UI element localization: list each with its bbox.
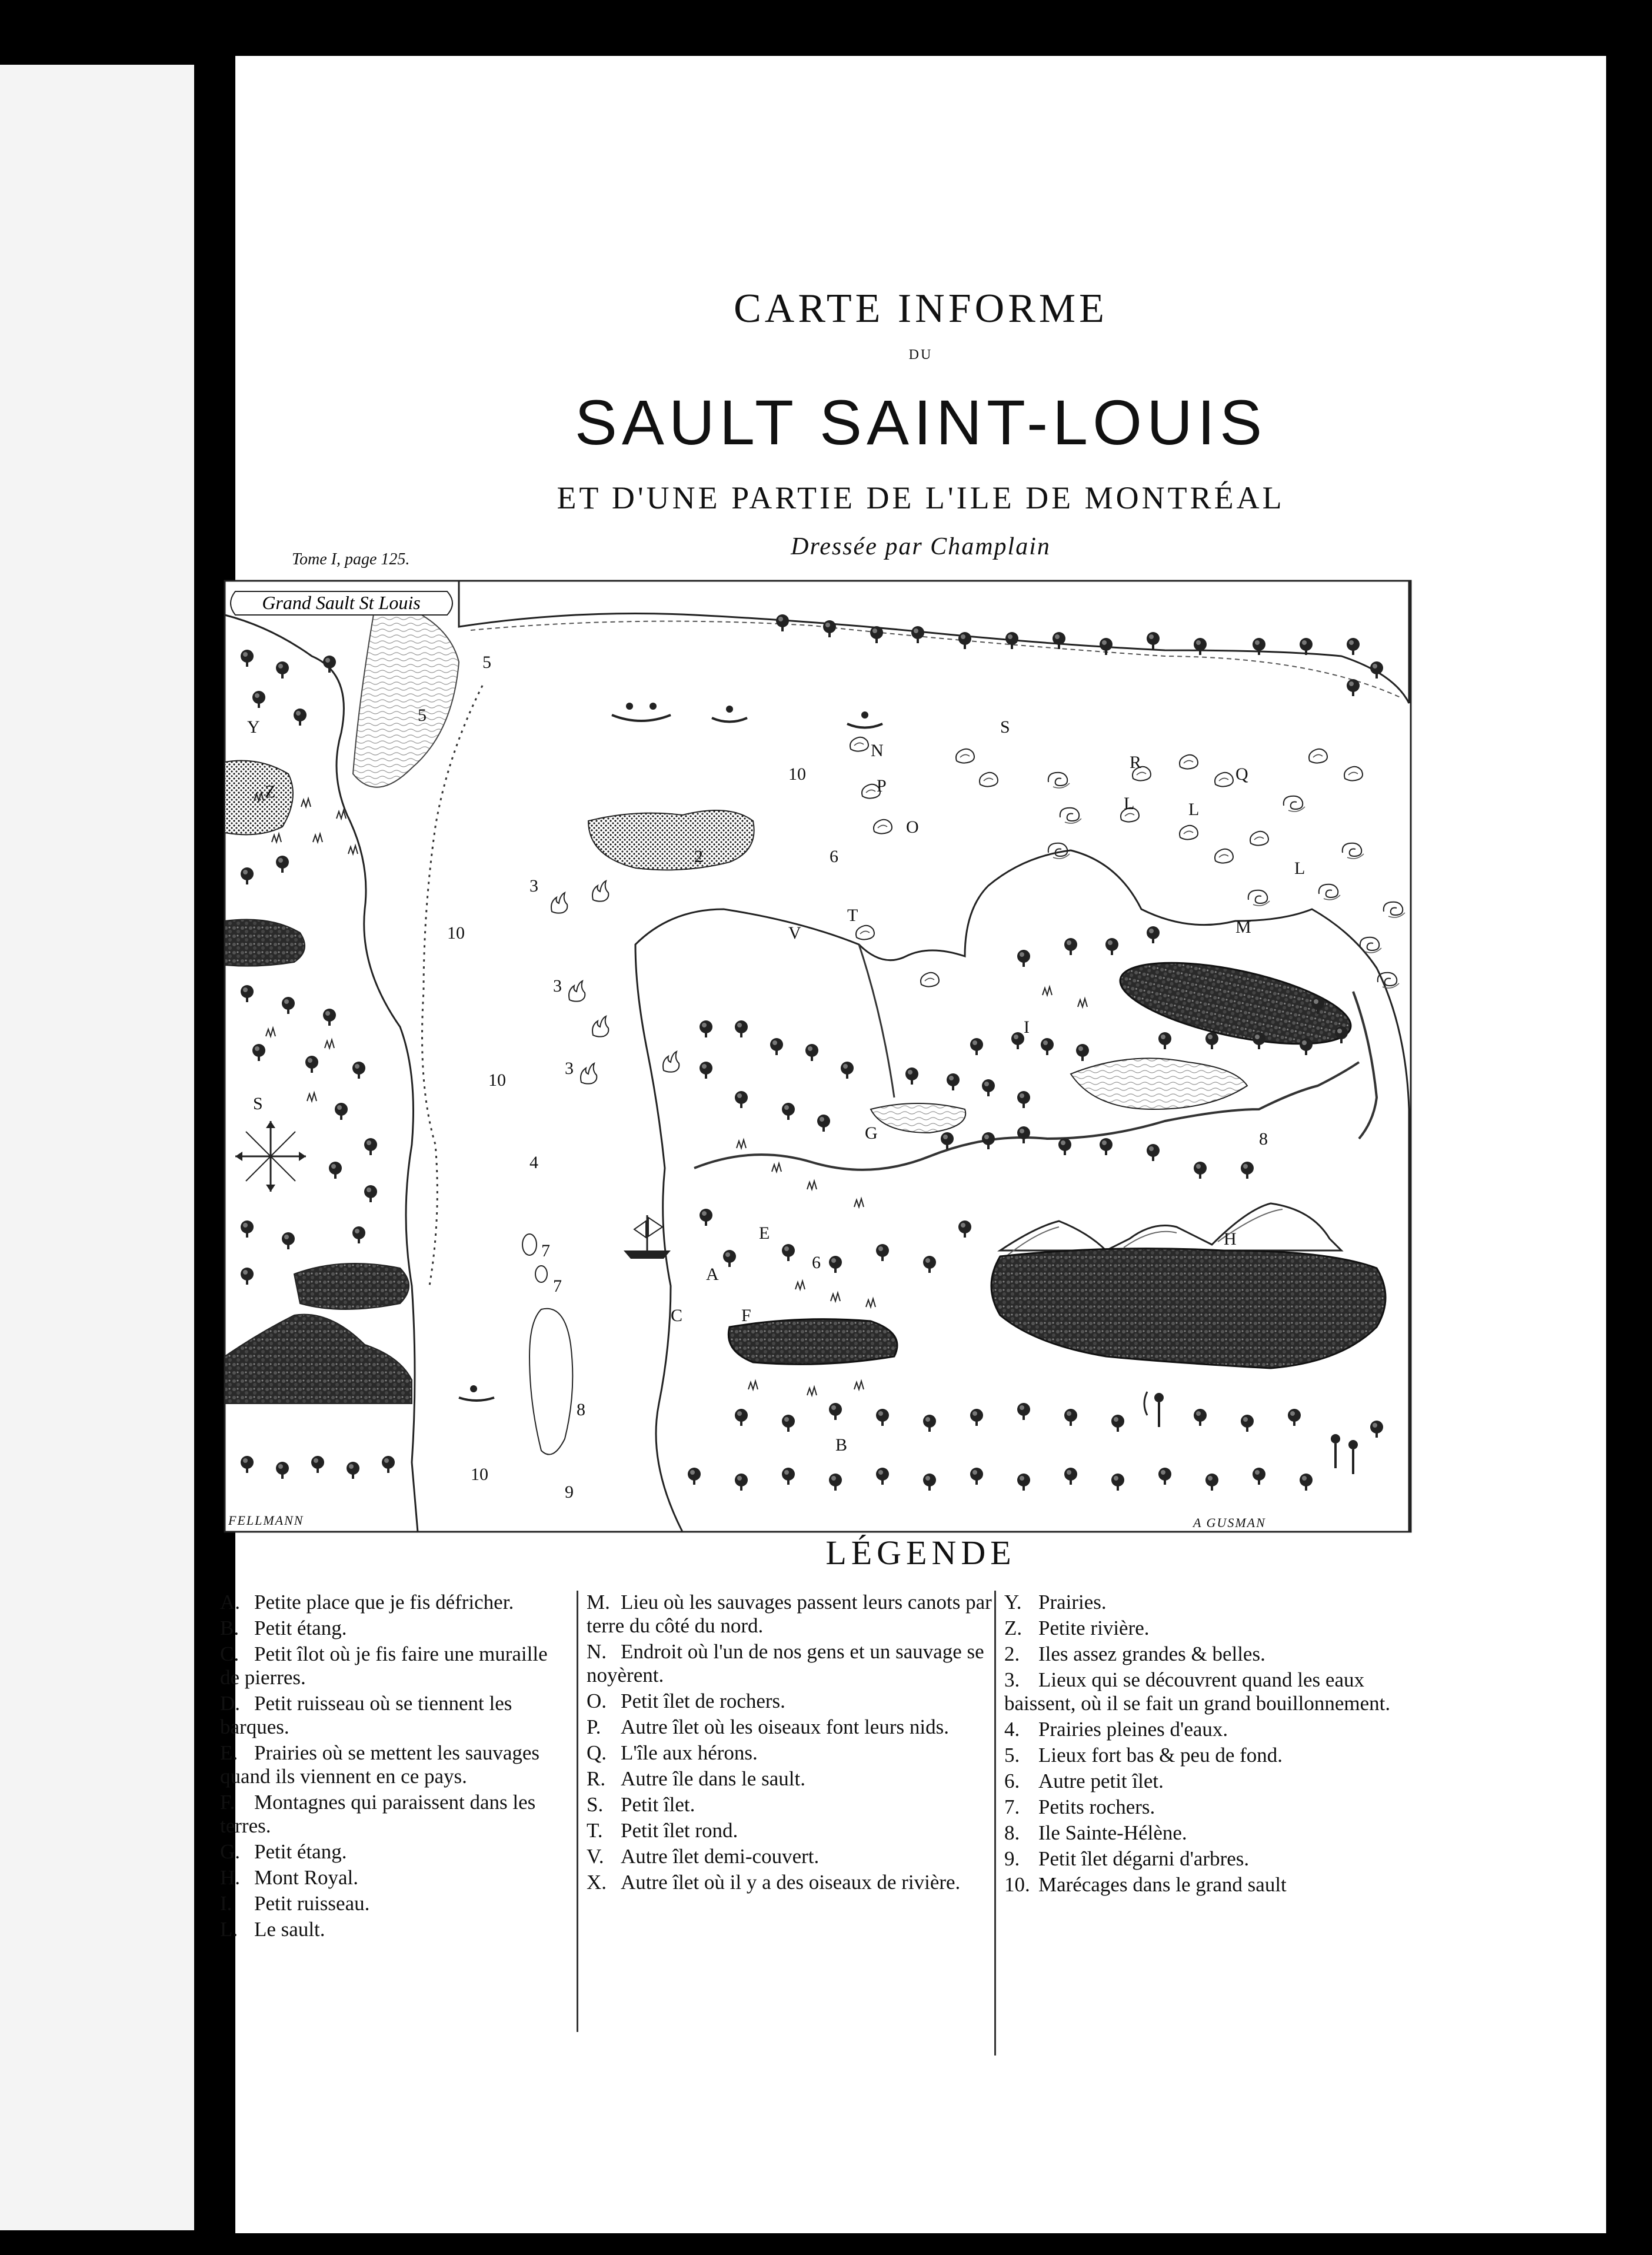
svg-text:N: N	[871, 741, 884, 760]
svg-text:9: 9	[565, 1482, 574, 1502]
adjacent-page-edge	[0, 65, 194, 2230]
legend-item	[220, 1642, 549, 1689]
legend-key: 8.	[1004, 1821, 1020, 1844]
svg-text:6: 6	[812, 1253, 821, 1272]
legend-text: Le sault.	[254, 1918, 325, 1941]
legend-text: Petit ruisseau où se tiennent les barques.	[220, 1692, 512, 1738]
svg-text:B: B	[835, 1435, 848, 1455]
svg-text:5: 5	[418, 706, 427, 725]
svg-text:Z: Z	[265, 782, 276, 801]
forest-f	[728, 1319, 897, 1365]
legend-item	[587, 1819, 998, 1842]
legend-key: A.	[220, 1591, 241, 1614]
legend-item	[587, 1767, 998, 1791]
svg-text:6: 6	[830, 847, 838, 866]
book-page	[220, 56, 1606, 2233]
page-reference: Tome I, page 125.	[292, 550, 410, 568]
legend-text: Prairies pleines d'eaux.	[1038, 1718, 1228, 1741]
svg-text:F: F	[741, 1306, 751, 1325]
legend-key: 10.	[1004, 1873, 1030, 1896]
legend-item	[220, 1741, 549, 1788]
legend-key: R.	[587, 1767, 606, 1790]
legend-key: Y.	[1004, 1591, 1022, 1614]
main-title: SAULT SAINT-LOUIS	[574, 387, 1267, 458]
legend-column-2	[577, 1591, 998, 2032]
legend-key: G.	[220, 1840, 241, 1863]
legend-text: Autre île dans le sault.	[621, 1767, 805, 1790]
svg-text:P: P	[877, 776, 887, 796]
legend-text: Autre petit îlet.	[1038, 1770, 1164, 1792]
legend-text: Petit îlet rond.	[621, 1819, 738, 1842]
legend-item	[587, 1871, 998, 1894]
legend-key: F.	[220, 1791, 235, 1814]
legend-text: Iles assez grandes & belles.	[1038, 1642, 1265, 1665]
legend-text: Prairies.	[1038, 1591, 1107, 1614]
legend-text: Marécages dans le grand sault	[1038, 1873, 1287, 1896]
legend-item	[1004, 1642, 1416, 1666]
legend-item	[1004, 1668, 1416, 1715]
svg-text:L: L	[1188, 800, 1200, 819]
legend-item	[220, 1892, 549, 1915]
legend-text: Petite rivière.	[1038, 1617, 1150, 1639]
legend-item	[587, 1741, 998, 1765]
legend-text: Autre îlet demi-couvert.	[621, 1845, 820, 1868]
legend-key: E.	[220, 1741, 238, 1764]
legend-item	[220, 1692, 549, 1739]
subtitle: ET D'UNE PARTIE DE L'ILE DE MONTRÉAL	[557, 480, 1285, 515]
svg-text:10: 10	[788, 764, 806, 784]
legend-key: 3.	[1004, 1668, 1020, 1691]
svg-text:Q: Q	[1235, 764, 1248, 784]
legend-key: L.	[220, 1918, 238, 1941]
legend-item	[1004, 1770, 1416, 1793]
legend-item	[1004, 1873, 1416, 1897]
legend-text: Petit étang.	[254, 1617, 347, 1639]
legend-text: Petit étang.	[254, 1840, 347, 1863]
legend-key: P.	[587, 1715, 601, 1738]
legend-item	[220, 1866, 549, 1890]
svg-text:4: 4	[529, 1153, 538, 1172]
svg-text:3: 3	[529, 876, 538, 896]
svg-text:5: 5	[482, 653, 491, 672]
svg-text:A: A	[706, 1265, 719, 1284]
legend-text: Petit îlet de rochers.	[621, 1689, 785, 1712]
svg-text:H: H	[1224, 1229, 1237, 1249]
svg-text:V: V	[788, 923, 801, 943]
svg-text:E: E	[759, 1223, 770, 1243]
legend-item	[220, 1617, 549, 1640]
legend-text: Autre îlet où il y a des oiseaux de rivière.	[621, 1871, 961, 1894]
legend-text: Petit ruisseau.	[254, 1892, 370, 1915]
engraver-right: A GUSMAN	[1193, 1515, 1266, 1530]
map-engraving	[224, 580, 1412, 1533]
legend-text: Lieux fort bas & peu de fond.	[1038, 1744, 1283, 1767]
svg-text:L: L	[1124, 794, 1135, 813]
legend-column-1	[220, 1591, 549, 1944]
legend-item	[220, 1791, 549, 1838]
legend-key: 7.	[1004, 1795, 1020, 1818]
legend-column-3	[994, 1591, 1416, 2056]
legend-text: Mont Royal.	[254, 1866, 358, 1889]
legend-text: Petit îlet dégarni d'arbres.	[1038, 1847, 1250, 1870]
title-du: DU	[908, 347, 933, 362]
legend-text: Petite place que je fis défricher.	[254, 1591, 514, 1614]
legend-text: Autre îlet où les oiseaux font leurs nids.	[621, 1715, 949, 1738]
legend-key: I.	[220, 1892, 232, 1915]
svg-text:10: 10	[471, 1465, 488, 1484]
legend-text: Montagnes qui paraissent dans les terres.	[220, 1791, 536, 1837]
svg-text:2: 2	[694, 847, 703, 866]
svg-text:I: I	[1024, 1017, 1030, 1037]
map-credit: Dressée par Champlain	[791, 533, 1051, 560]
svg-text:7: 7	[553, 1276, 562, 1296]
legend-text: L'île aux hérons.	[621, 1741, 758, 1764]
map-banner	[231, 591, 452, 615]
legend-item	[220, 1840, 549, 1864]
legend-key: S.	[587, 1793, 604, 1816]
svg-text:S: S	[1000, 717, 1010, 737]
legend-text: Petits rochers.	[1038, 1795, 1155, 1818]
legend-key: C.	[220, 1642, 239, 1665]
legend-text: Lieu où les sauvages passent leurs canots par terre du côté du nord.	[587, 1591, 992, 1637]
legend-item	[220, 1591, 549, 1614]
legend-item	[1004, 1718, 1416, 1741]
legend-key: 2.	[1004, 1642, 1020, 1665]
legend-key: M.	[587, 1591, 610, 1614]
legend-key: V.	[587, 1845, 604, 1868]
legend-text: Ile Sainte-Hélène.	[1038, 1821, 1187, 1844]
svg-text:8: 8	[577, 1400, 585, 1419]
legend-text: Prairies où se mettent les sauvages quand ils viennent en ce pays.	[220, 1741, 540, 1788]
west-marsh	[225, 761, 293, 835]
legend-text: Lieux qui se découvrent quand les eaux baissent, où il se fait un grand bouillonnement.	[1004, 1668, 1391, 1715]
svg-text:C: C	[671, 1306, 683, 1325]
legend-item	[587, 1715, 998, 1739]
legend-key: 6.	[1004, 1770, 1020, 1792]
legend-item	[1004, 1821, 1416, 1845]
legend-key: H.	[220, 1866, 241, 1889]
legend-key: 4.	[1004, 1718, 1020, 1741]
legend-item	[587, 1640, 998, 1687]
svg-text:L: L	[1294, 859, 1305, 878]
svg-text:T: T	[847, 906, 858, 925]
legend-item	[1004, 1795, 1416, 1819]
legend-item	[587, 1689, 998, 1713]
legend-item	[1004, 1617, 1416, 1640]
legend-key: T.	[587, 1819, 603, 1842]
svg-text:3: 3	[553, 976, 562, 996]
svg-text:G: G	[865, 1123, 878, 1143]
legend-item	[1004, 1744, 1416, 1767]
legend-key: Z.	[1004, 1617, 1022, 1639]
legend-item	[587, 1591, 998, 1638]
svg-text:8: 8	[1259, 1129, 1268, 1149]
legend-key: X.	[587, 1871, 607, 1894]
svg-text:M: M	[1235, 917, 1251, 937]
svg-text:10: 10	[447, 923, 465, 943]
legend-key: 9.	[1004, 1847, 1020, 1870]
legend-key: D.	[220, 1692, 241, 1715]
legend-key: Q.	[587, 1741, 607, 1764]
legend-key: 5.	[1004, 1744, 1020, 1767]
legend-text: Endroit où l'un de nos gens et un sauvage se noyèrent.	[587, 1640, 984, 1687]
svg-text:Y: Y	[247, 717, 260, 737]
legend-key: O.	[587, 1689, 607, 1712]
legend-text: Petit îlot où je fis faire une muraille de pierres.	[220, 1642, 548, 1689]
legend-item	[1004, 1847, 1416, 1871]
legend-key: B.	[220, 1617, 239, 1639]
engraver-left: FELLMANN	[228, 1513, 304, 1528]
legend-item	[587, 1793, 998, 1817]
svg-text:3: 3	[565, 1059, 574, 1078]
legend-key: N.	[587, 1640, 607, 1663]
legend-text: Petit îlet.	[621, 1793, 695, 1816]
legend-title: LÉGENDE	[825, 1534, 1016, 1572]
banner-text: Grand Sault St Louis	[262, 592, 421, 613]
svg-text:O: O	[906, 817, 919, 837]
legend-item	[1004, 1591, 1416, 1614]
legend-item	[587, 1845, 998, 1868]
svg-text:10: 10	[488, 1070, 506, 1090]
compass-rose	[235, 1121, 306, 1192]
legend-item	[220, 1918, 549, 1941]
title-line-1: CARTE INFORME	[734, 286, 1108, 331]
svg-text:7: 7	[541, 1241, 550, 1260]
svg-text:R: R	[1130, 753, 1142, 772]
svg-text:S: S	[253, 1094, 263, 1113]
